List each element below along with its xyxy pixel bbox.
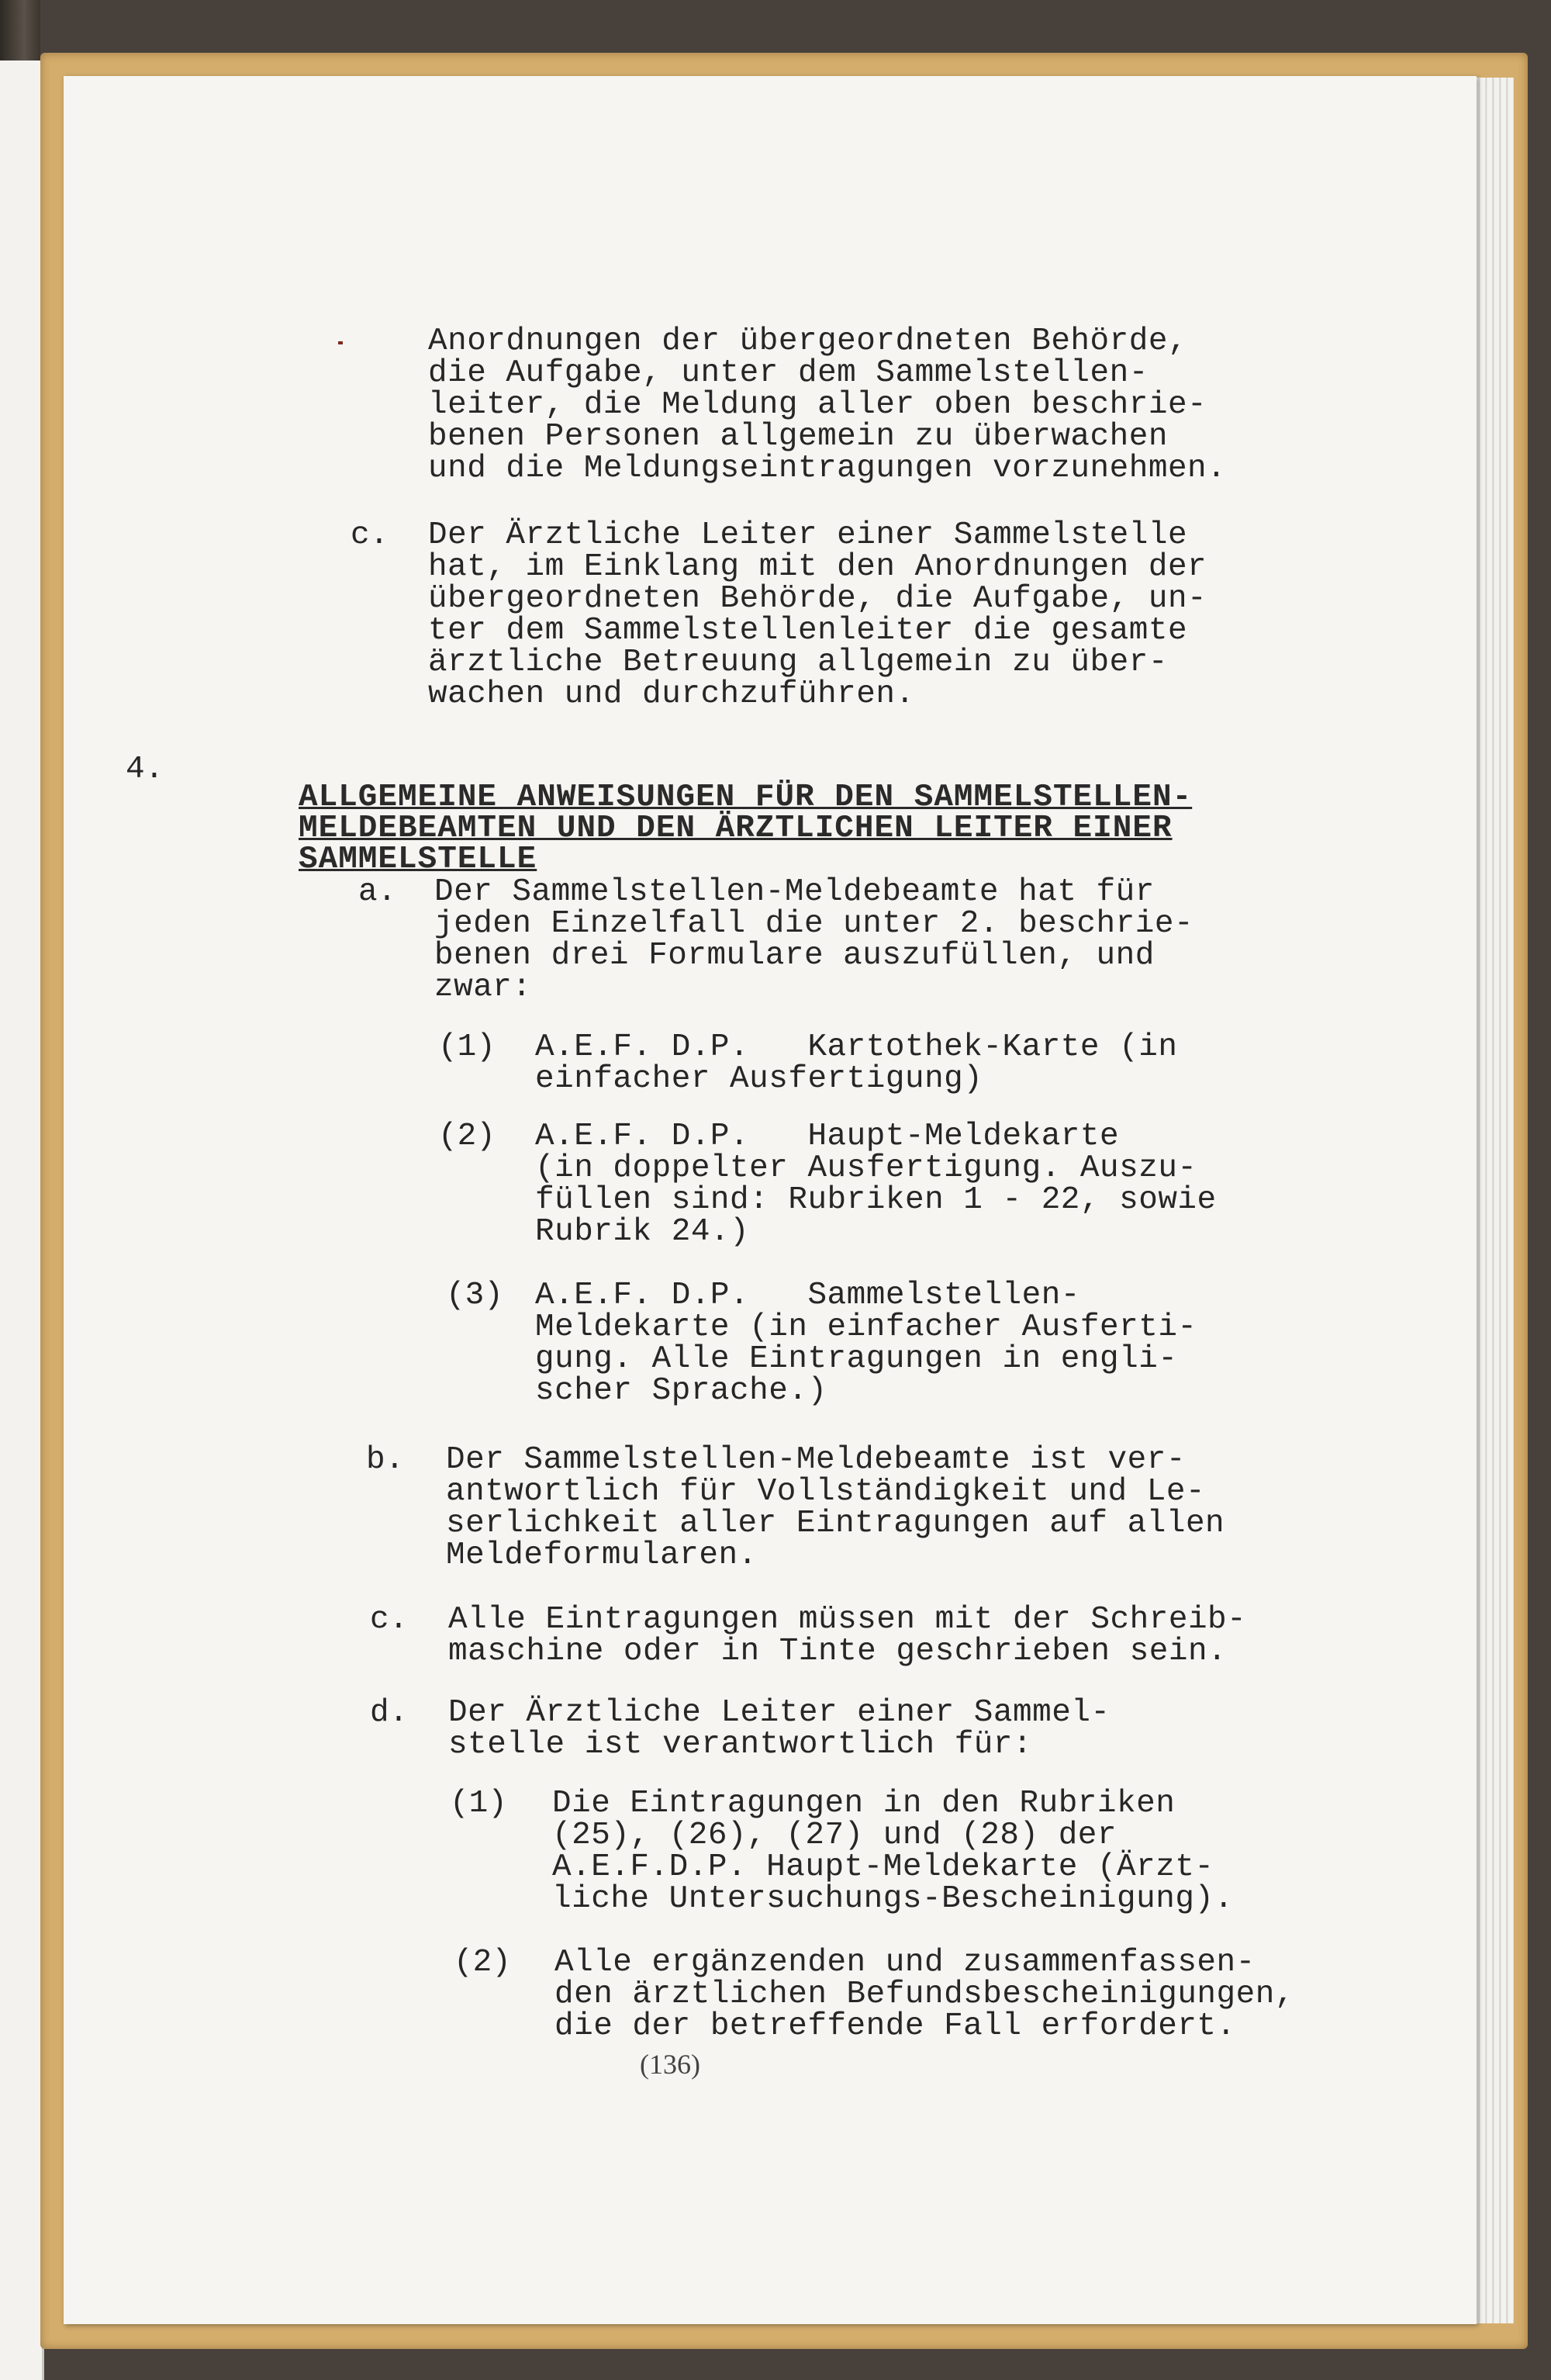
item-label: a. xyxy=(358,874,397,910)
left-page-edge xyxy=(0,61,44,2380)
item-label: (3) xyxy=(446,1278,503,1313)
item-label: c. xyxy=(351,517,389,553)
item-label: (2) xyxy=(454,1945,511,1980)
text-line: serlichkeit aller Eintragungen auf allen xyxy=(446,1506,1225,1541)
ink-mark xyxy=(338,341,343,344)
text-line: liche Untersuchungs-Bescheinigung). xyxy=(552,1881,1234,1917)
text-line: füllen sind: Rubriken 1 - 22, sowie xyxy=(535,1182,1217,1218)
section-number: 4. xyxy=(126,752,164,787)
text-line: gung. Alle Eintragungen in engli- xyxy=(535,1341,1178,1377)
text-line: wachen und durchzuführen. xyxy=(428,676,915,712)
text-line: A.E.F. D.P. Sammelstellen- xyxy=(535,1278,1080,1313)
text-line: den ärztlichen Befundsbescheinigungen, xyxy=(554,1977,1294,2012)
text-line: scher Sprache.) xyxy=(535,1373,827,1409)
text-line: Die Eintragungen in den Rubriken xyxy=(552,1786,1176,1821)
text-line: Alle Eintragungen müssen mit der Schreib- xyxy=(448,1602,1247,1638)
text-line: Der Sammelstellen-Meldebeamte ist ver- xyxy=(446,1442,1186,1478)
text-line: stelle ist verantwortlich für: xyxy=(448,1727,1033,1763)
text-line: leiter, die Meldung aller oben beschrie- xyxy=(428,387,1207,423)
text-line: A.E.F. D.P. Kartothek-Karte (in xyxy=(535,1029,1178,1065)
text-line: Alle ergänzenden und zusammenfassen- xyxy=(554,1945,1256,1980)
text-line: übergeordneten Behörde, die Aufgabe, un- xyxy=(428,581,1207,617)
text-line: A.E.F. D.P. Haupt-Meldekarte xyxy=(535,1119,1120,1154)
text-line: ter dem Sammelstellenleiter die gesamte xyxy=(428,613,1188,649)
text-line: die der betreffende Fall erfordert. xyxy=(554,2008,1236,2044)
heading-line: SAMMELSTELLE xyxy=(299,842,537,877)
text-line: benen Personen allgemein zu überwachen xyxy=(428,419,1168,455)
text-line: Meldeformularen. xyxy=(446,1538,758,1573)
text-line: Meldekarte (in einfacher Ausferti- xyxy=(535,1309,1197,1345)
item-label: d. xyxy=(370,1695,409,1731)
item-label: c. xyxy=(370,1602,409,1638)
heading-line: MELDEBEAMTEN UND DEN ÄRZTLICHEN LEITER EINER xyxy=(299,811,1173,846)
text-line: die Aufgabe, unter dem Sammelstellen- xyxy=(428,355,1149,391)
page-number: (136) xyxy=(640,2049,700,2080)
item-label: (1) xyxy=(438,1029,496,1065)
item-label: (1) xyxy=(450,1786,507,1821)
text-line: Rubrik 24.) xyxy=(535,1214,750,1250)
item-label: b. xyxy=(366,1442,405,1478)
text-line: Der Ärztliche Leiter einer Sammel- xyxy=(448,1695,1111,1731)
text-line: (in doppelter Ausfertigung. Auszu- xyxy=(535,1150,1197,1186)
text-line: hat, im Einklang mit den Anordnungen der xyxy=(428,549,1207,585)
text-line: Anordnungen der übergeordneten Behörde, xyxy=(428,323,1188,359)
text-line: Der Ärztliche Leiter einer Sammelstelle xyxy=(428,517,1188,553)
text-line: Der Sammelstellen-Meldebeamte hat für xyxy=(434,874,1155,910)
text-line: ärztliche Betreuung allgemein zu über- xyxy=(428,645,1168,680)
text-line: zwar: xyxy=(434,970,532,1005)
text-line: antwortlich für Vollständigkeit und Le- xyxy=(446,1474,1206,1510)
text-line: A.E.F.D.P. Haupt-Meldekarte (Ärzt- xyxy=(552,1849,1214,1885)
text-line: einfacher Ausfertigung) xyxy=(535,1061,983,1097)
text-line: jeden Einzelfall die unter 2. beschrie- xyxy=(434,906,1194,942)
text-line: und die Meldungseintragungen vorzunehmen. xyxy=(428,451,1227,486)
heading-line: ALLGEMEINE ANWEISUNGEN FÜR DEN SAMMELSTELLEN- xyxy=(299,780,1193,815)
item-label: (2) xyxy=(438,1119,496,1154)
text-line: benen drei Formulare auszufüllen, und xyxy=(434,938,1155,974)
text-line: (25), (26), (27) und (28) der xyxy=(552,1818,1117,1853)
text-line: maschine oder in Tinte geschrieben sein. xyxy=(448,1634,1228,1669)
